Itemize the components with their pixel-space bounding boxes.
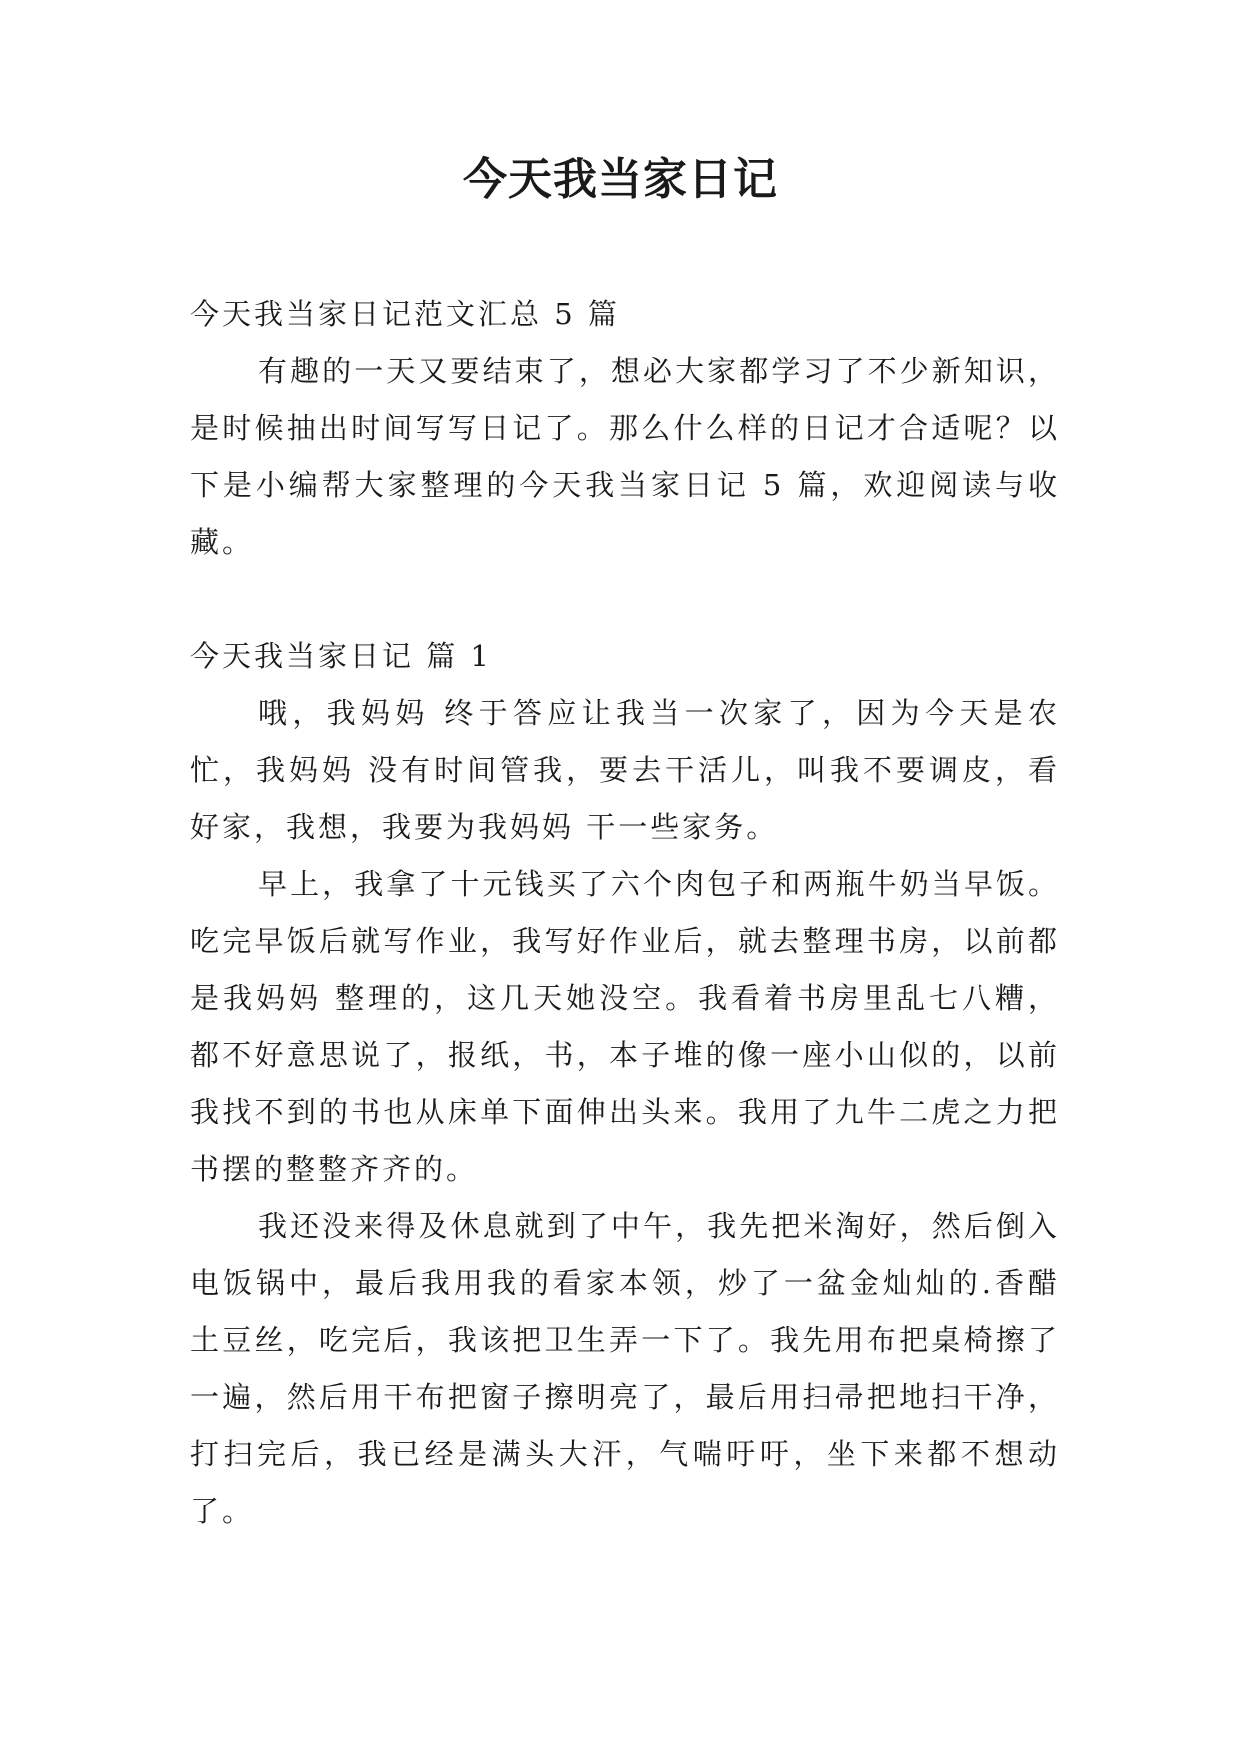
document-title: 今天我当家日记 <box>463 154 778 205</box>
section-spacer <box>190 571 1060 628</box>
body-paragraph: 早上，我拿了十元钱买了六个肉包子和两瓶牛奶当早饭。吃完早饭后就写作业，我写好作业后，就去整理书房，以前都是我妈妈 整理的，这几天她没空。我看着书房里乱七八糟，都不好意思说了，报纸，书，本子堆的像一座小山似的，以前我找不到的书也从床单下面伸出头来。我用了九牛二虎之力把书摆的整整齐齐的。 <box>190 867 1060 1186</box>
document-body <box>190 286 1060 1540</box>
body-paragraph: 我还没来得及休息就到了中午，我先把米淘好，然后倒入电饭锅中，最后我用我的看家本领，炒了一盆金灿灿的.香醋土豆丝，吃完后，我该把卫生弄一下了。我先用布把桌椅擦了一遍，然后用干布把窗子擦明亮了，最后用扫帚把地扫干净，打扫完后，我已经是满头大汗，气喘吁吁，坐下来都不想动了。 <box>190 1209 1060 1528</box>
intro-paragraph: 有趣的一天又要结束了，想必大家都学习了不少新知识，是时候抽出时间写写日记了。那么什么样的日记才合适呢？以下是小编帮大家整理的今天我当家日记 5 篇，欢迎阅读与收藏。 <box>190 354 1060 559</box>
body-paragraph: 哦，我妈妈 终于答应让我当一次家了，因为今天是农忙，我妈妈 没有时间管我，要去干活儿，叫我不要调皮，看好家，我想，我要为我妈妈 干一些家务。 <box>190 696 1060 844</box>
intro-heading: 今天我当家日记范文汇总 5 篇 <box>190 297 620 331</box>
section-heading: 今天我当家日记 篇 1 <box>190 639 492 673</box>
